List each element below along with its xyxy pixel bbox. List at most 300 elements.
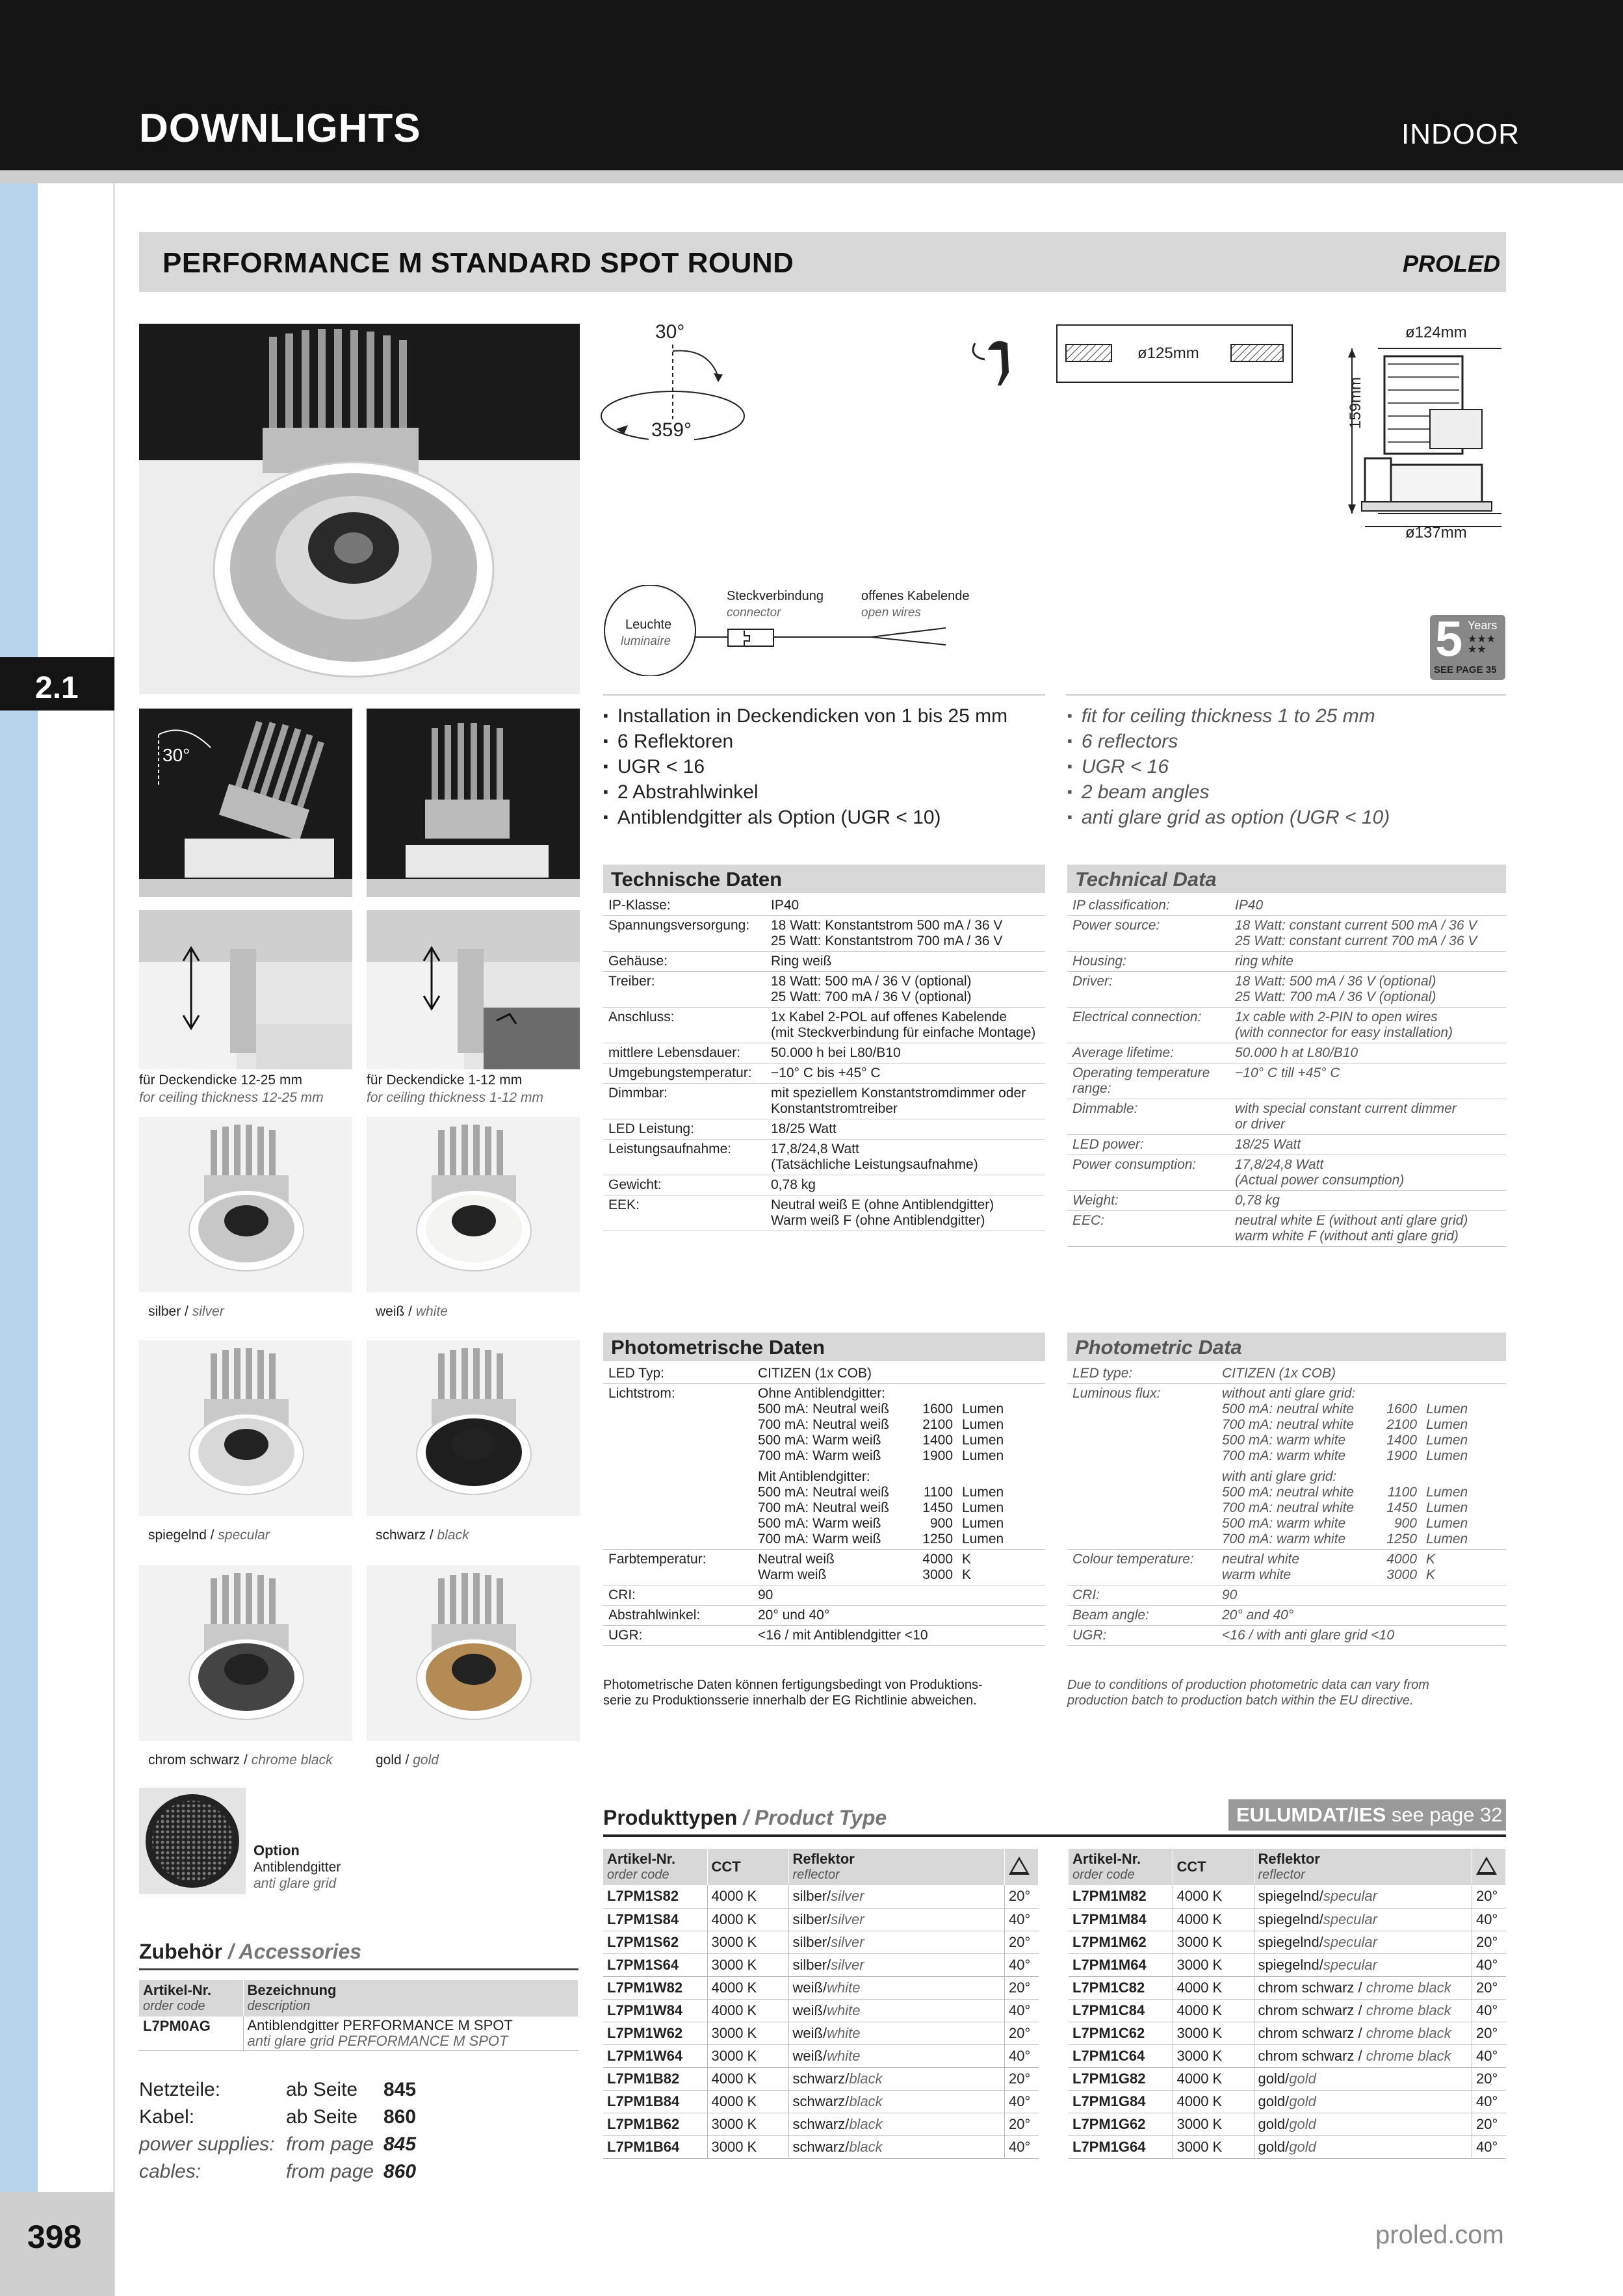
tilt-angle-label: 30° <box>655 321 685 343</box>
side-divider <box>113 183 115 2296</box>
beam-angle-value: 40° <box>1472 1908 1506 1931</box>
table-row <box>1067 1550 1506 1585</box>
table-row <box>603 972 1045 1008</box>
reflector-value: schwarz/black <box>788 2090 1005 2113</box>
article-code: L7PM1S82 <box>603 1885 707 1908</box>
reflector-value: spiegelnd/specular <box>1254 1931 1472 1953</box>
flux-cell: 500 mA: warm white <box>1222 1433 1346 1448</box>
table-row <box>603 1175 1045 1195</box>
row-value <box>758 1386 1040 1547</box>
acc-col-desc: Bezeichnung description <box>243 1980 578 2016</box>
beam-angle-value: 20° <box>1005 2113 1039 2135</box>
row-value: neutral white E (without anti glare grid) warm white F (without anti glare grid) <box>1235 1213 1468 1244</box>
beam-angle-value: 20° <box>1472 2067 1506 2090</box>
page-reference[interactable]: cables: from page 860 <box>139 2161 417 2182</box>
row-value: −10° C till +45° C <box>1235 1065 1340 1080</box>
variant-caption: schwarz / black <box>376 1528 469 1543</box>
ct-cell: K <box>962 1567 972 1582</box>
tilt-photo-label: 30° <box>162 745 190 765</box>
table-row <box>1069 2044 1506 2067</box>
row-value: Ring weiß <box>771 954 832 969</box>
ct-cell: neutral white <box>1222 1552 1300 1567</box>
row-value: 18/25 Watt <box>1235 1137 1301 1152</box>
cct-value: 4000 K <box>707 2090 788 2113</box>
flux-cell: Lumen <box>962 1417 1004 1432</box>
flux-cell: 1100 <box>923 1485 953 1500</box>
warranty-see-page: SEE PAGE 35 <box>1434 664 1497 675</box>
table-row <box>603 1008 1045 1043</box>
table-row <box>1069 2067 1506 2090</box>
beam-angle-value: 20° <box>1005 1976 1039 1999</box>
cct-value: 3000 K <box>707 1953 788 1976</box>
article-code: L7PM1W82 <box>603 1976 707 1999</box>
flux-cell: Lumen <box>962 1516 1004 1531</box>
flux-cell: 500 mA: warm white <box>1222 1516 1346 1531</box>
conn-connector-en: connector <box>727 606 781 620</box>
table-row <box>1067 1063 1506 1099</box>
feature-item: ▪ 2 Abstrahlwinkel <box>603 779 1007 805</box>
tech-en-title: Technical Data <box>1067 865 1506 893</box>
eulumdat-link[interactable] <box>1228 1799 1506 1831</box>
product-types-rule <box>603 1834 1506 1837</box>
row-key: EEK: <box>608 1197 640 1212</box>
table-row <box>1069 1931 1506 1953</box>
beam-angle-value: 40° <box>1472 1953 1506 1976</box>
row-key: Dimmbar: <box>608 1086 668 1101</box>
ct-cell: Neutral weiß <box>758 1552 835 1567</box>
reflector-value: weiß/white <box>788 1976 1005 1999</box>
flux-cell: 700 mA: Warm weiß <box>758 1448 881 1463</box>
acc-code: L7PM0AG <box>139 2016 243 2051</box>
table-row <box>1069 1908 1506 1931</box>
photo-de-note: Photometrische Daten können fertigungsbedingt von Produktions- serie zu Produktionsserie innerhalb der EG Richtlinie abweichen. <box>603 1678 983 1708</box>
features-en <box>1067 703 1390 830</box>
beam-angle-icon <box>1005 1849 1039 1885</box>
reflector-value: weiß/white <box>788 2044 1005 2067</box>
row-key: IP-Klasse: <box>608 898 671 913</box>
table-row <box>603 896 1045 916</box>
beam-angle-value: 40° <box>1005 1999 1039 2022</box>
row-key: Dimmable: <box>1072 1101 1138 1116</box>
article-code: L7PM1B62 <box>603 2113 707 2135</box>
flux-cell: 2100 <box>1386 1417 1417 1432</box>
row-value: CITIZEN (1x COB) <box>1222 1366 1336 1381</box>
row-value: IP40 <box>1235 898 1264 913</box>
height-dimension: 159mm <box>1347 376 1364 429</box>
col-article: Artikel-Nr. order code <box>1069 1849 1173 1885</box>
flux-cell: 700 mA: Neutral weiß <box>758 1500 889 1515</box>
flux-group-title: Mit Antiblendgitter: <box>758 1469 870 1484</box>
dimension-diagram <box>1326 325 1508 546</box>
article-code: L7PM1W62 <box>603 2022 707 2044</box>
row-key: Driver: <box>1072 974 1113 989</box>
table-row <box>1069 2113 1506 2135</box>
table-row <box>603 1953 1039 1976</box>
flux-cell: 1450 <box>1386 1500 1417 1515</box>
flux-cell: 500 mA: Warm weiß <box>758 1433 881 1448</box>
reflector-value: spiegelnd/specular <box>1254 1953 1472 1976</box>
row-value: 18 Watt: 500 mA / 36 V (optional) 25 Watt: 700 mA / 36 V (optional) <box>1235 974 1436 1004</box>
flux-cell: 500 mA: Neutral weiß <box>758 1402 889 1416</box>
caption-thick <box>139 1071 324 1106</box>
table-row <box>1067 1155 1506 1191</box>
article-code: L7PM1W64 <box>603 2044 707 2067</box>
reflector-value: silber/silver <box>788 1953 1005 1976</box>
flux-cell: Lumen <box>1426 1532 1468 1546</box>
flux-values <box>1222 1402 1501 1464</box>
table-row <box>603 1384 1045 1550</box>
section-label: INDOOR <box>1401 118 1520 150</box>
reflector-value: weiß/white <box>788 2022 1005 2044</box>
feature-item: ▪ fit for ceiling thickness 1 to 25 mm <box>1067 703 1390 729</box>
variant-photo <box>139 1340 352 1516</box>
flux-cell: 500 mA: Neutral weiß <box>758 1485 889 1500</box>
variant-caption: silber / silver <box>148 1304 224 1319</box>
table-row <box>1069 1999 1506 2022</box>
beam-angle-value: 20° <box>1005 2022 1039 2044</box>
row-value: CITIZEN (1x COB) <box>758 1366 872 1381</box>
table-row <box>1067 1364 1506 1384</box>
category-title: DOWNLIGHTS <box>139 106 421 151</box>
table-row <box>603 2113 1039 2135</box>
row-key: Gehäuse: <box>608 954 668 969</box>
col-article: Artikel-Nr. order code <box>603 1849 707 1885</box>
table-row <box>1069 1953 1506 1976</box>
row-key: Power consumption: <box>1072 1157 1197 1172</box>
photo-en-note: Due to conditions of production photometric data can vary from production batch to production batch within the EU directive. <box>1067 1678 1429 1708</box>
row-value: Neutral weiß E (ohne Antiblendgitter) Warm weiß F (ohne Antiblendgitter) <box>771 1197 994 1228</box>
beam-angle-value: 40° <box>1005 1908 1039 1931</box>
cct-value: 4000 K <box>707 1908 788 1931</box>
flux-cell: Lumen <box>1426 1417 1468 1432</box>
caption-thin-de: für Deckendicke 1-12 mm <box>367 1073 523 1088</box>
flux-cell: 500 mA: neutral white <box>1222 1485 1355 1500</box>
row-key: Abstrahlwinkel: <box>608 1608 701 1623</box>
flux-cell: 1450 <box>922 1500 953 1515</box>
row-key: Colour temperature: <box>1072 1552 1194 1567</box>
eulumdat-see: see page 32 <box>1391 1803 1503 1826</box>
cct-value: 3000 K <box>1173 1953 1254 1976</box>
photo-de-table <box>603 1364 1045 1646</box>
ct-cell: warm white <box>1222 1567 1292 1582</box>
beam-angle-value: 20° <box>1472 1931 1506 1953</box>
tilt-photo <box>139 709 352 897</box>
row-value: 20° und 40° <box>758 1608 830 1623</box>
flux-cell: 1900 <box>1386 1448 1417 1463</box>
cct-value: 3000 K <box>707 1931 788 1953</box>
conn-connector-de: Steckverbindung <box>727 589 824 603</box>
table-row <box>1069 1976 1506 1999</box>
row-key: Housing: <box>1072 954 1126 969</box>
ct-cell: K <box>1426 1567 1436 1582</box>
reflector-value: silber/silver <box>788 1908 1005 1931</box>
accessories-title-de: Zubehör <box>139 1940 222 1963</box>
reflector-value: schwarz/black <box>788 2067 1005 2090</box>
bottom-diameter: ø137mm <box>1405 524 1467 541</box>
row-value <box>1222 1552 1501 1583</box>
table-row <box>1069 2022 1506 2044</box>
reflector-value: gold/gold <box>1254 2067 1472 2090</box>
flux-values <box>1222 1485 1501 1547</box>
flux-cell: Lumen <box>962 1448 1004 1463</box>
flux-cell: Lumen <box>962 1402 1004 1416</box>
cct-value: 3000 K <box>707 2044 788 2067</box>
article-code: L7PM1G82 <box>1069 2067 1173 2090</box>
top-diameter: ø124mm <box>1405 324 1467 341</box>
article-code: L7PM1C84 <box>1069 1999 1173 2022</box>
row-key: Weight: <box>1072 1193 1119 1208</box>
main-product-photo <box>139 324 580 694</box>
cct-value: 3000 K <box>707 2022 788 2044</box>
ct-cell: K <box>1426 1552 1436 1567</box>
flux-cell: 1600 <box>1386 1402 1417 1416</box>
feature-item: ▪ Antiblendgitter als Option (UGR < 10) <box>603 805 1007 830</box>
row-value: −10° C bis +45° C <box>771 1065 881 1080</box>
article-code: L7PM1C62 <box>1069 2022 1173 2044</box>
article-code: L7PM1B84 <box>603 2090 707 2113</box>
table-row <box>603 1043 1045 1063</box>
product-types-title <box>603 1806 887 1830</box>
website-link[interactable]: proled.com <box>1375 2221 1504 2249</box>
ceiling-thin-photo <box>367 910 580 1069</box>
conn-luminaire-en: luminaire <box>621 634 671 648</box>
article-code: L7PM1C64 <box>1069 2044 1173 2067</box>
row-value: 50.000 h bei L80/B10 <box>771 1045 901 1060</box>
table-row <box>1067 1606 1506 1626</box>
row-value: mit speziellem Konstantstromdimmer oder Konstantstromtreiber <box>771 1086 1026 1116</box>
cct-value: 4000 K <box>1173 1908 1254 1931</box>
cct-value: 4000 K <box>1173 1999 1254 2022</box>
cct-value: 4000 K <box>1173 1976 1254 1999</box>
row-key: Beam angle: <box>1072 1608 1149 1623</box>
cct-value: 4000 K <box>707 1885 788 1908</box>
table-row <box>1069 2135 1506 2158</box>
cct-value: 3000 K <box>1173 2135 1254 2158</box>
ct-cell: 3000 <box>922 1567 953 1582</box>
ct-cell: Warm weiß <box>758 1567 827 1582</box>
caption-thin <box>367 1071 543 1106</box>
table-row <box>603 1195 1045 1231</box>
article-code: L7PM1B64 <box>603 2135 707 2158</box>
table-row <box>603 952 1045 972</box>
cct-value: 4000 K <box>707 1999 788 2022</box>
caption-thin-en: for ceiling thickness 1-12 mm <box>367 1090 543 1105</box>
variant-caption: chrom schwarz / chrome black <box>148 1753 333 1768</box>
table-row <box>1067 916 1506 952</box>
beam-angle-value: 40° <box>1005 2044 1039 2067</box>
beam-angle-value: 40° <box>1005 2135 1039 2158</box>
row-value: 20° and 40° <box>1222 1608 1294 1623</box>
reflector-value: weiß/white <box>788 1999 1005 2022</box>
table-row <box>603 1119 1045 1140</box>
beam-angle-icon <box>1472 1849 1506 1885</box>
col-reflector: Reflektor reflector <box>788 1849 1005 1885</box>
row-value: IP40 <box>771 898 799 913</box>
page-reference[interactable]: Kabel: ab Seite 860 <box>139 2106 417 2128</box>
page-reference[interactable]: Netzteile: ab Seite 845 <box>139 2079 417 2100</box>
table-row <box>603 1606 1045 1626</box>
flux-cell: 1600 <box>922 1402 953 1416</box>
variant-photo <box>367 1340 580 1516</box>
brand-logo: PROLED <box>1403 250 1501 277</box>
article-code: L7PM1M84 <box>1069 1908 1173 1931</box>
cct-value: 4000 K <box>1173 2067 1254 2090</box>
row-key: Electrical connection: <box>1072 1010 1202 1024</box>
article-code: L7PM1S64 <box>603 1953 707 1976</box>
flux-cell: 1250 <box>1386 1532 1417 1546</box>
row-key: LED power: <box>1072 1137 1144 1152</box>
reflector-value: chrom schwarz / chrome black <box>1254 2022 1472 2044</box>
tech-de-table <box>603 896 1045 1231</box>
beam-angle-value: 20° <box>1472 2022 1506 2044</box>
page-references <box>139 2076 416 2185</box>
flux-cell: 1400 <box>922 1433 953 1448</box>
conn-luminaire-de: Leuchte <box>625 618 672 632</box>
warranty-number: 5 <box>1435 612 1463 667</box>
row-value: 17,8/24,8 Watt (Tatsächliche Leistungsaufnahme) <box>771 1141 978 1172</box>
cct-value: 4000 K <box>707 2067 788 2090</box>
flux-cell: 2100 <box>922 1417 953 1432</box>
photo-de-title: Photometrische Daten <box>603 1333 1045 1361</box>
flux-cell: 1100 <box>1387 1485 1417 1500</box>
product-title: PERFORMANCE M STANDARD SPOT ROUND <box>162 247 794 279</box>
variant-caption: weiß / white <box>376 1304 448 1319</box>
row-key: Spannungsversorgung: <box>608 918 750 933</box>
flux-cell: Lumen <box>1426 1402 1468 1416</box>
cutout-diagram <box>962 324 1300 389</box>
row-key: Umgebungstemperatur: <box>608 1065 752 1080</box>
divider <box>603 694 1045 696</box>
row-value: 18 Watt: Konstantstrom 500 mA / 36 V 25 Watt: Konstantstrom 700 mA / 36 V <box>771 918 1003 948</box>
table-row <box>139 2016 578 2051</box>
product-side-photo <box>367 709 580 897</box>
table-row <box>1067 1008 1506 1043</box>
flux-group-title: with anti glare grid: <box>1222 1469 1337 1484</box>
flux-cell: Lumen <box>1426 1500 1468 1515</box>
row-value: 0,78 kg <box>1235 1193 1280 1208</box>
color-temp-values <box>758 1552 1040 1583</box>
conn-wires-de: offenes Kabelende <box>861 589 970 603</box>
row-key: Luminous flux: <box>1072 1386 1161 1401</box>
col-reflector: Reflektor reflector <box>1254 1849 1472 1885</box>
table-row <box>1067 1099 1506 1135</box>
ct-cell: K <box>962 1552 972 1567</box>
cct-value: 3000 K <box>707 2135 788 2158</box>
cct-value: 4000 K <box>1173 1885 1254 1908</box>
variant-photo <box>139 1117 352 1292</box>
article-code: L7PM1B82 <box>603 2067 707 2090</box>
row-key: CRI: <box>608 1587 636 1602</box>
article-code: L7PM1M64 <box>1069 1953 1173 1976</box>
row-value: 18 Watt: constant current 500 mA / 36 V 25 Watt: constant current 700 mA / 36 V <box>1235 918 1477 948</box>
flux-cell: 900 <box>1394 1516 1417 1531</box>
table-row <box>1067 1191 1506 1211</box>
row-key: Leistungsaufnahme: <box>608 1141 732 1156</box>
accessories-title-en: / Accessories <box>227 1940 362 1963</box>
variant-caption: gold / gold <box>376 1753 439 1768</box>
table-row <box>603 1550 1045 1585</box>
option-photo <box>139 1788 246 1894</box>
beam-angle-value: 20° <box>1005 1885 1039 1908</box>
table-row <box>603 1626 1045 1646</box>
row-key: UGR: <box>608 1628 643 1643</box>
cct-value: 3000 K <box>707 2113 788 2135</box>
reflector-value: chrom schwarz / chrome black <box>1254 1999 1472 2022</box>
row-key: CRI: <box>1072 1587 1100 1602</box>
article-code: L7PM1M62 <box>1069 1931 1173 1953</box>
tech-en-table <box>1067 896 1506 1247</box>
article-code: L7PM1M82 <box>1069 1885 1173 1908</box>
eulumdat-label: EULUMDAT/IES <box>1236 1803 1386 1826</box>
flux-values <box>758 1485 1040 1547</box>
reflector-value: spiegelnd/specular <box>1254 1908 1472 1931</box>
variant-photo <box>139 1565 352 1741</box>
row-value: 18 Watt: 500 mA / 36 V (optional) 25 Watt: 700 mA / 36 V (optional) <box>771 974 972 1004</box>
table-row <box>1067 952 1506 972</box>
reflector-value: gold/gold <box>1254 2090 1472 2113</box>
flux-cell: Lumen <box>962 1532 1004 1546</box>
ct-cell: 4000 <box>1386 1552 1417 1567</box>
table-row <box>1069 2090 1506 2113</box>
row-value: <16 / with anti glare grid <10 <box>1222 1628 1395 1643</box>
table-row <box>603 1585 1045 1606</box>
photo-en-title: Photometric Data <box>1067 1333 1506 1361</box>
feature-item: ▪ Installation in Deckendicken von 1 bis 25 mm <box>603 703 1007 729</box>
reflector-value: silber/silver <box>788 1885 1005 1908</box>
table-row <box>1067 1626 1506 1646</box>
page-number: 398 <box>27 2219 82 2255</box>
row-value: with special constant current dimmer or driver <box>1235 1101 1457 1132</box>
chapter-badge: 2.1 <box>0 657 114 711</box>
product-types-title-en: / Product Type <box>743 1806 887 1829</box>
flux-cell: Lumen <box>962 1500 1004 1515</box>
row-value: 0,78 kg <box>771 1177 816 1192</box>
row-value: 1x cable with 2-PIN to open wires (with connector for easy installation) <box>1235 1010 1453 1040</box>
flux-cell: 700 mA: warm white <box>1222 1448 1346 1463</box>
reflector-value: chrom schwarz / chrome black <box>1254 2044 1472 2067</box>
page-reference[interactable]: power supplies: from page 845 <box>139 2133 417 2155</box>
flux-group-title: Ohne Antiblendgitter: <box>758 1386 886 1401</box>
table-row <box>603 2044 1039 2067</box>
flux-cell: 700 mA: Neutral weiß <box>758 1417 889 1432</box>
row-key: UGR: <box>1072 1628 1107 1643</box>
row-key: LED Typ: <box>608 1366 664 1381</box>
cct-value: 3000 K <box>1173 2022 1254 2044</box>
row-value <box>758 1552 1040 1583</box>
color-temp-values <box>1222 1552 1501 1583</box>
flux-cell: 700 mA: neutral white <box>1222 1417 1355 1432</box>
beam-angle-value: 20° <box>1472 1976 1506 1999</box>
product-table-left <box>603 1849 1039 2159</box>
ct-cell: 3000 <box>1386 1567 1417 1582</box>
flux-cell: 1250 <box>922 1532 953 1546</box>
warranty-badge <box>1430 612 1505 680</box>
cct-value: 4000 K <box>1173 2090 1254 2113</box>
row-key: EEC: <box>1072 1213 1105 1228</box>
beam-angle-value: 40° <box>1472 2044 1506 2067</box>
row-value: ring white <box>1235 954 1293 969</box>
table-row <box>1069 1885 1506 1908</box>
beam-angle-value: 40° <box>1005 2090 1039 2113</box>
acc-col-art: Artikel-Nr. order code <box>139 1980 243 2016</box>
table-row <box>1067 1211 1506 1247</box>
article-code: L7PM1G64 <box>1069 2135 1173 2158</box>
row-key: Power source: <box>1072 918 1160 933</box>
col-cct: CCT <box>1173 1849 1254 1885</box>
row-value: 50.000 h at L80/B10 <box>1235 1045 1358 1060</box>
table-row <box>603 2090 1039 2113</box>
ceiling-thick-photo <box>139 910 352 1069</box>
